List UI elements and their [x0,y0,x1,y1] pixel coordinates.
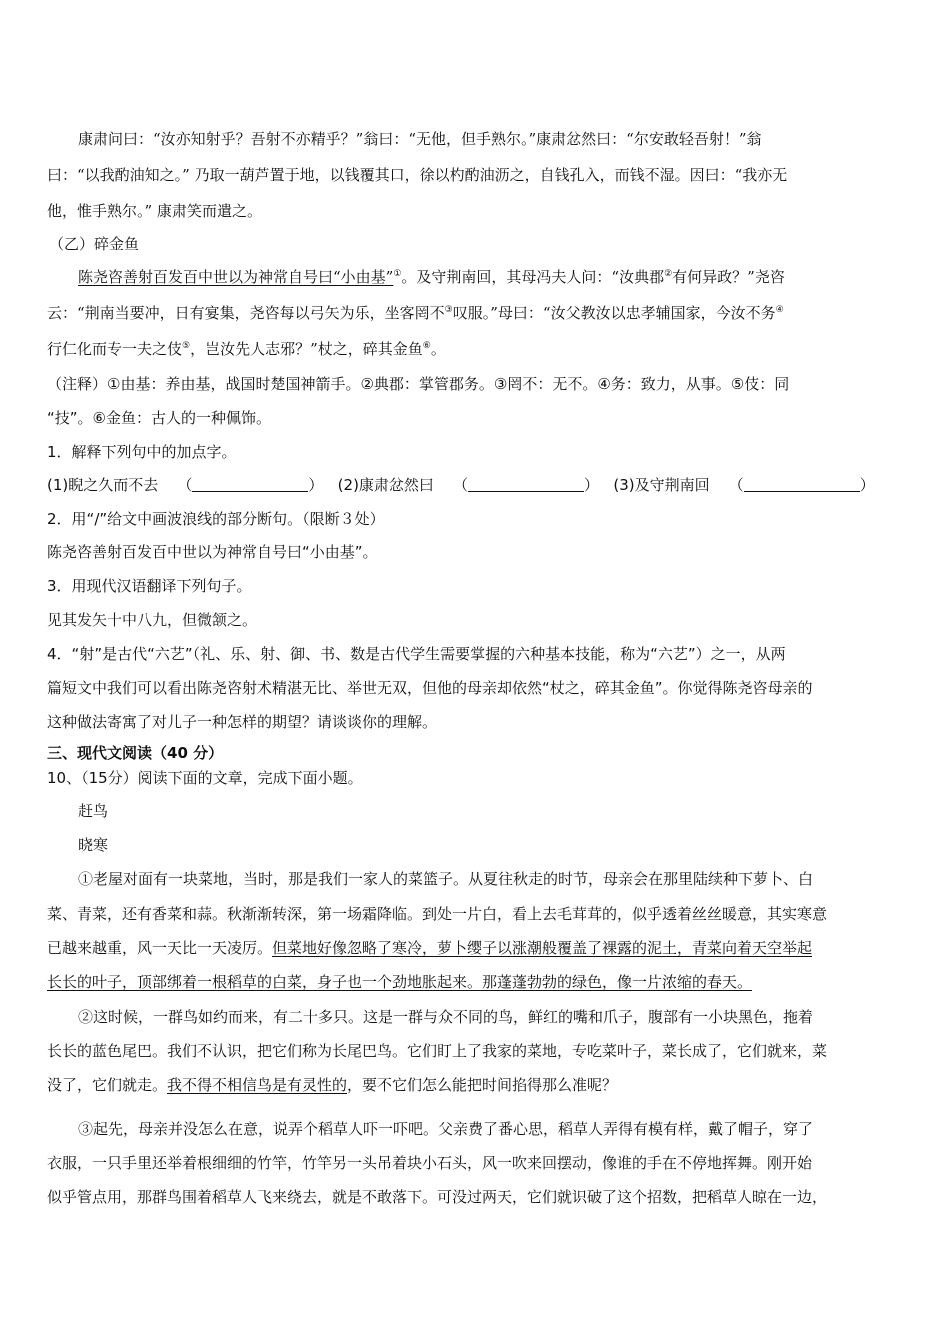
q1-paren-open-1: （ [177,476,193,494]
article-p1-line-3 [47,937,812,959]
underlined-passage-1a: 但菜地好像忽略了寒冷，萝卜缨子以涨潮般覆盖了裸露的泥土，青菜向着天空举起 [272,939,813,957]
answer-blank-3[interactable] [744,476,860,492]
article-p1-line-3-a: 已越来越重，风一天比一天凌厉。 [47,939,273,957]
passage-b-line-1-end: 有何异政？”尧咨 [672,268,785,286]
passage-b-line-2-b: 叹服。”母曰：“汝父教汝以忠孝辅国家，今汝不务 [452,304,776,322]
passage-b-line-3-b: ，岂汝先人志邪？”杖之，碎其金鱼 [190,340,423,358]
article-p1-line-4 [47,971,752,993]
passage-a-line-1: 康肃问曰：“汝亦知射乎？吾射不亦精乎？”翁曰：“无他，但手熟尔。”康肃忿然曰：“尔安敢轻吾射！”翁 [78,130,762,148]
article-p2-line-3-a: 没了，它们就走。 [47,1076,168,1094]
question-1: 1．解释下列句中的加点字。 [47,443,237,461]
question-4-line-2: 篇短文中我们可以看出陈尧咨射术精湛无比、举世无双，但他的母亲却依然“杖之，碎其金鱼”。你觉得陈尧咨母亲的 [47,679,813,697]
section-3-heading: 三、现代文阅读（40 分） [47,744,224,762]
passage-b-title: （乙）碎金鱼 [49,235,140,253]
article-p3-line-2: 衣服，一只手里还举着根细细的竹竿，竹竿另一头吊着块小石头，风一吹来回摆动，像谁的手在不停地挥舞。刚开始 [47,1154,813,1172]
article-p1-line-2: 菜、青菜，还有香菜和蒜。秋渐渐转深，第一场霜降临。到处一片白，看上去毛茸茸的，似乎透着丝丝暖意，其实寒意 [47,905,828,923]
q1-item-2: (2)康肃忿然曰 [337,476,434,494]
notes-line-1: （注释）①由基：养由基，战国时楚国神箭手。②典郡：掌管郡务。③罔不：无不。④务：致力，从事。⑤伎：同 [47,375,790,393]
q1-item-1: (1)睨之久而不去 [47,476,159,494]
underlined-passage-2: 我不得不相信鸟是有灵性的 [167,1076,348,1094]
q1-paren-open-2: （ [453,476,469,494]
passage-b-line-1 [78,266,785,288]
passage-a-line-3: 他，惟手熟尔。” 康肃笑而遣之。 [47,202,262,220]
article-p2-line-2: 长长的蓝色尾巴。我们不认识，把它们称为长尾巴鸟。它们盯上了我家的菜地，专吃菜叶子，菜长成了，它们就来，菜 [47,1042,828,1060]
answer-blank-2[interactable] [468,476,584,492]
note-ref-2: ② [664,269,673,279]
article-p2-line-3-b: ，要不它们怎么能把时间掐得那么准呢？ [347,1076,618,1094]
note-ref-1: ① [393,269,402,279]
note-ref-6: ⑥ [422,341,431,351]
article-p2-line-3 [47,1074,617,1096]
article-author: 晓寒 [78,836,109,854]
question-2: 2．用“/”给文中画波浪线的部分断句。（限断３处） [47,510,385,528]
q1-paren-close-3: ） [859,476,875,494]
passage-b-line-1-mid: 。及守荆南回，其母冯夫人问：“汝典郡 [401,268,665,286]
article-p1-line-1: ①老屋对面有一块菜地，当时，那是我们一家人的菜篮子。从夏往秋走的时节，母亲会在那里陆续种下萝卜、白 [78,870,814,888]
note-ref-3: ③ [444,305,453,315]
q1-paren-close-1: ） [308,476,324,494]
notes-line-2: “技”。⑥金鱼：古人的一种佩饰。 [47,409,271,427]
passage-b-line-2-a: 云：“荆南当要冲，日有宴集，尧咨每以弓矢为乐，坐客罔不 [47,304,445,322]
question-4-line-1: 4．“射”是古代“六艺”（礼、乐、射、御、书、数是古代学生需要掌握的六种基本技能，称为“六艺”）之一，从两 [47,645,786,663]
note-ref-4: ④ [775,305,784,315]
question-3: 3．用现代汉语翻译下列句子。 [47,577,252,595]
q1-paren-close-2: ） [584,476,600,494]
question-3-text: 见其发矢十中八九，但微颔之。 [47,611,258,629]
underlined-passage-1b: 长长的叶子，顶部绑着一根稻草的白菜，身子也一个劲地胀起来。那蓬蓬勃勃的绿色，像一片浓缩的春天。 [47,973,753,991]
article-p3-line-3: 似乎管点用，那群鸟围着稻草人飞来绕去，就是不敢落下。可没过两天，它们就识破了这个招数，把稻草人晾在一边， [47,1188,828,1206]
article-p2-line-1: ②这时候，一群鸟如约而来，有二十多只。这是一群与众不同的鸟，鲜红的嘴和爪子，腹部有一小块黑色，拖着 [78,1008,814,1026]
note-ref-5: ⑤ [182,341,191,351]
q1-item-3: (3)及守荆南回 [613,476,710,494]
passage-b-line-3-a: 行仁化而专一夫之伎 [47,340,183,358]
question-4-line-3: 这种做法寄寓了对儿子一种怎样的期望？请谈谈你的理解。 [47,713,438,731]
question-10: 10、（15分）阅读下面的文章，完成下面小题。 [47,769,363,787]
wavy-underlined-sentence: 陈尧咨善射百发百中世以为神常自号曰“小由基” [78,268,394,286]
passage-b-line-3 [47,338,446,360]
passage-b-line-2 [47,302,784,324]
q1-paren-open-3: （ [728,476,744,494]
passage-b-line-3-c: 。 [430,340,446,358]
answer-blank-1[interactable] [192,476,308,492]
article-p3-line-1: ③起先，母亲并没怎么在意，说弄个稻草人吓一吓吧。父亲费了番心思，稻草人弄得有模有样，戴了帽子，穿了 [78,1120,814,1138]
article-title: 赶鸟 [78,802,109,820]
passage-a-line-2: 曰：“以我酌油知之。” 乃取一葫芦置于地，以钱覆其口，徐以杓酌油沥之，自钱孔入，而钱不湿。因曰：“我亦无 [47,166,788,184]
question-1-items [47,474,875,496]
question-2-text: 陈尧咨善射百发百中世以为神常自号曰“小由基”。 [47,543,378,561]
